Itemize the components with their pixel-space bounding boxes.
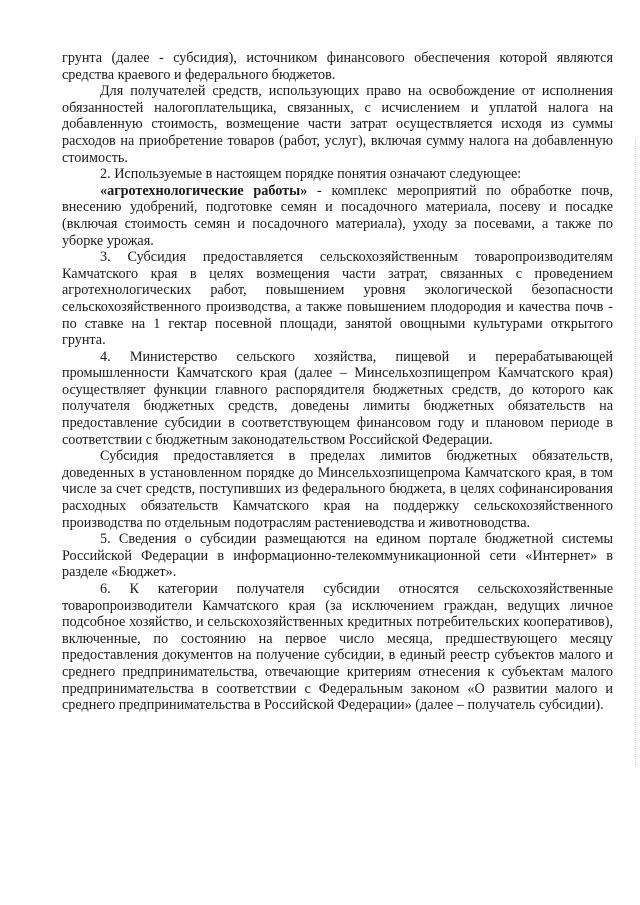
paragraph-5-publication: 5. Сведения о субсидии размещаются на едином портале бюджетной системы Российской Федерации в информационно-телекоммуникационной сети «Интернет» в разделе «Бюджет». (62, 531, 613, 581)
paragraph-agrotech-definition: «агротехнологические работы» - комплекс мероприятий по обработке почв, внесению удобрений, подготовке семян и посадочного материала, посеву и посадке (включая стоимость семян и посадочного материала), уходу за посевами, а также по уборке урожая. (62, 182, 613, 249)
defined-term: «агротехнологические работы» (100, 182, 308, 199)
paragraph-vat-exemption: Для получателей средств, использующих право на освобождение от исполнения обязанностей налогоплательщика, связанных, с исчислением и уплатой налога на добавленную стоимость, возмещение части затрат осуществляется исходя из суммы расходов на приобретение товаров (работ, услуг), включая сумму налога на добавленную стоимость. (62, 83, 613, 166)
paragraph-4-ministry: 4. Министерство сельского хозяйства, пищевой и перерабатывающей промышленности Камчатского края (далее – Минсельхозпищепром Камчатского края) осуществляет функции главного распорядителя бюджетных средств, до которого как получателя бюджетных средств, доведены лимиты бюджетных обязательств на предоставление субсидии в соответствующем финансовом году и плановом периоде в соответствии с бюджетным законодательством Российской Федерации. (62, 348, 613, 448)
paragraph-6-recipient-category: 6. К категории получателя субсидии относятся сельскохозяйственные товаропроизводители Камчатского края (за исключением граждан, ведущих личное подсобное хозяйство, и сельскохозяйственных кредитных потребительских кооперативов), включенные, по состоянию на первое число месяца, предшествующего месяцу предоставления документов на получение субсидии, в единый реестр субъектов малого и среднего предпринимательства, отвечающие критериям отнесения к субъектам малого предпринимательства в соответствии с Федеральным законом «О развитии малого и среднего предпринимательства в Российской Федерации» (далее – получатель субсидии). (62, 581, 613, 714)
paragraph-3-subsidy-purpose: 3. Субсидия предоставляется сельскохозяйственным товаропроизводителям Камчатского края в целях возмещения части затрат, связанных с проведением агротехнологических работ, повышением уровня экологической безопасности сельскохозяйственного производства, а также повышением плодородия и качества почв - по ставке на 1 гектар посевной площади, занятой овощными культурами открытого грунта. (62, 249, 613, 349)
paragraph-subsidy-limits: Субсидия предоставляется в пределах лимитов бюджетных обязательств, доведенных в установленном порядке до Минсельхозпищепрома Камчатского края, в том числе за счет средств, поступивших из федерального бюджета, в целях софинансирования расходных обязательств Камчатского края на поддержку сельскохозяйственного производства по отдельным подотраслям растениеводства и животноводства. (62, 448, 613, 531)
paragraph-intro: грунта (далее - субсидия), источником финансового обеспечения которой являются средства краевого и федерального бюджетов. (62, 50, 613, 83)
paragraph-2-definitions: 2. Используемые в настоящем порядке понятия означают следующее: (100, 166, 522, 183)
document-page (62, 50, 613, 714)
scan-margin-line (634, 140, 636, 765)
